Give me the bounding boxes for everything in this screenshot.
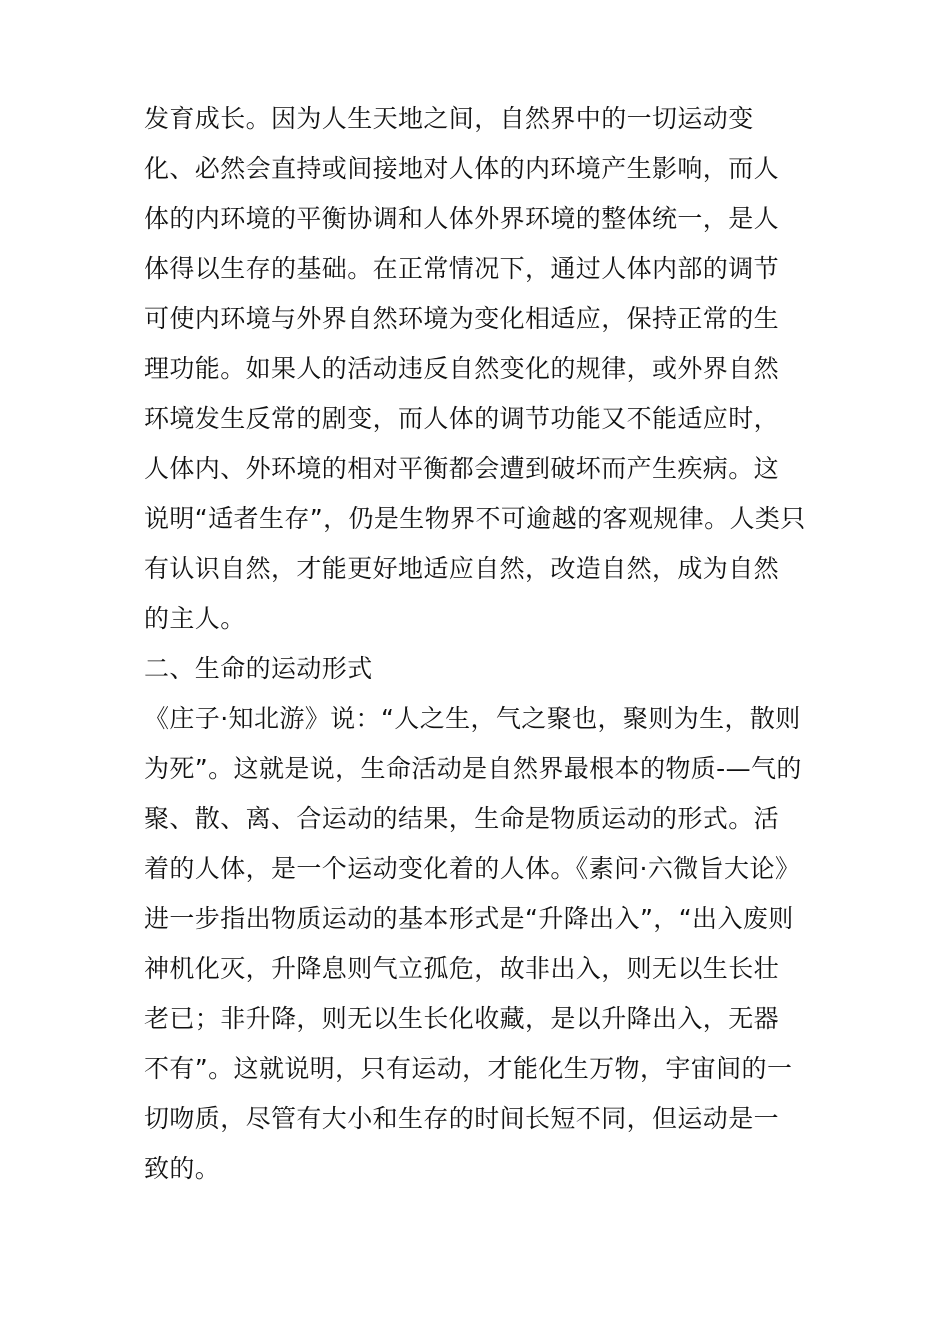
- text-line: 切吻质，尽管有大小和生存的时间长短不同，但运动是一: [144, 1104, 780, 1133]
- text-line: 说明“适者生存”，仍是生物界不可逾越的客观规律。人类只: [144, 504, 806, 533]
- text-line: 《庄子·知北游》说：“人之生，气之聚也，聚则为生，散则: [144, 704, 801, 733]
- body-text: [144, 94, 824, 1194]
- text-line: 化、必然会直持或间接地对人体的内环境产生影响，而人: [144, 154, 780, 183]
- text-line: 有认识自然，才能更好地适应自然，改造自然，成为自然: [144, 554, 780, 583]
- section-heading: 二、生命的运动形式: [144, 654, 373, 683]
- text-line: 神机化灭，升降息则气立孤危，故非出入，则无以生长壮: [144, 954, 780, 983]
- text-line: 理功能。如果人的活动违反自然变化的规律，或外界自然: [144, 354, 780, 383]
- text-line: 致的。: [144, 1154, 221, 1183]
- text-line: 环境发生反常的剧变，而人体的调节功能又不能适应时，: [144, 404, 780, 433]
- text-line: 体得以生存的基础。在正常情况下，通过人体内部的调节: [144, 254, 780, 283]
- text-line: 聚、散、离、合运动的结果，生命是物质运动的形式。活: [144, 804, 780, 833]
- text-line: 发育成长。因为人生天地之间，自然界中的一切运动变: [144, 104, 754, 133]
- text-line: 为死”。这就是说，生命活动是自然界最根本的物质-—气的: [144, 754, 802, 783]
- text-line: 可使内环境与外界自然环境为变化相适应，保持正常的生: [144, 304, 780, 333]
- text-line: 体的内环境的平衡协调和人体外界环境的整体统一，是人: [144, 204, 780, 233]
- text-line: 人体内、外环境的相对平衡都会遭到破坏而产生疾病。这: [144, 454, 780, 483]
- text-line: 老已；非升降，则无以生长化收藏，是以升降出入，无器: [144, 1004, 780, 1033]
- text-line: 不有”。这就说明，只有运动，才能化生万物，宇宙间的一: [144, 1054, 793, 1083]
- text-line: 着的人体，是一个运动变化着的人体。《素问·六微旨大论》: [144, 854, 801, 883]
- text-line: 进一步指出物质运动的基本形式是“升降出入”，“出入废则: [144, 904, 794, 933]
- text-line: 的主人。: [144, 604, 246, 633]
